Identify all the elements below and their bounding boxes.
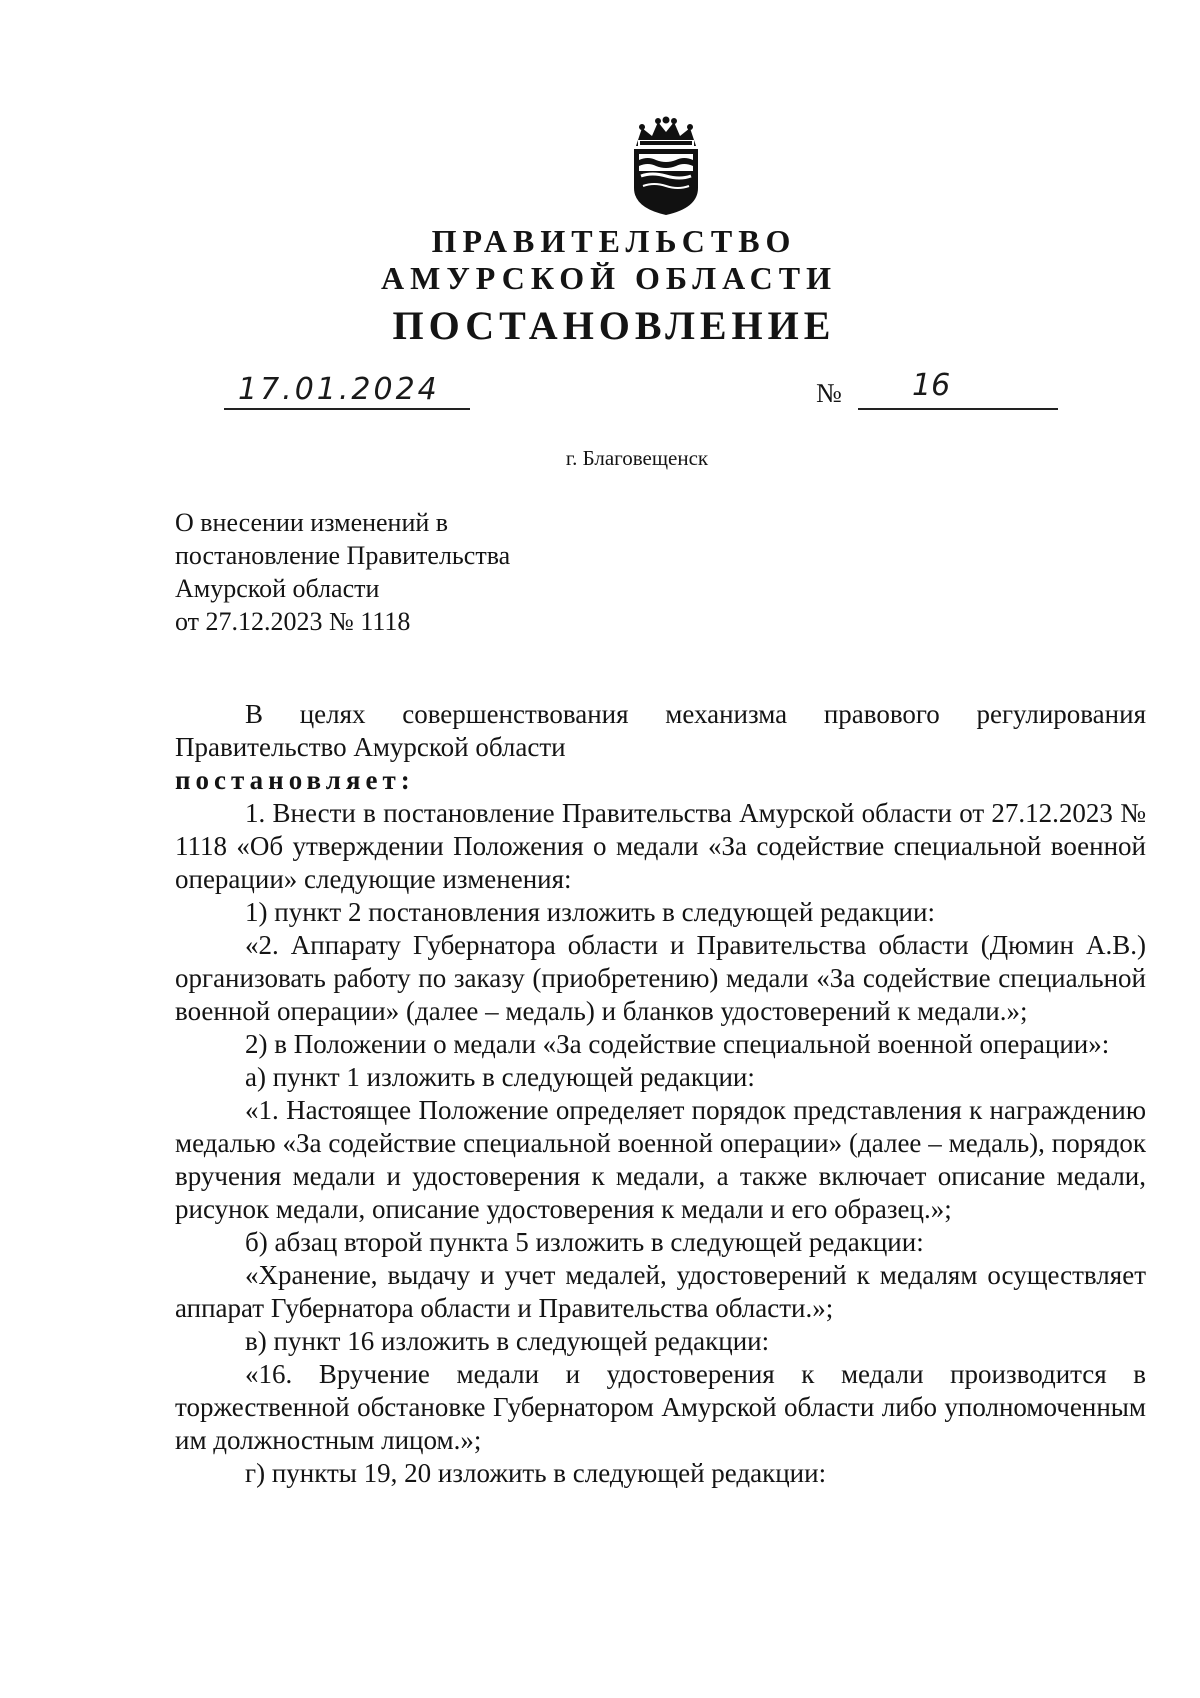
paragraph: «2. Аппарату Губернатора области и Правительства области (Дюмин А.В.) организовать работу по заказу (приобретению) медали «За содействие специальной военной операции» (далее – медаль) и бланков удостоверений к медали.»;	[175, 930, 1146, 1026]
paragraph: «1. Настоящее Положение определяет порядок представления к награждению медалью «За содействие специальной военной операции» (далее – медаль), порядок вручения медали и удостоверения к медали, а также включает описание медали, рисунок медали, описание удостоверения к медали и его образец.»;	[175, 1095, 1146, 1224]
paragraph: 1. Внести в постановление Правительства Амурской области от 27.12.2023 № 1118 «Об утверждении Положения о медали «За содействие специальной военной операции» следующие изменения:	[175, 798, 1146, 894]
paragraph: а) пункт 1 изложить в следующей редакции:	[245, 1062, 755, 1092]
resolves-word: постановляет:	[175, 765, 415, 795]
document-body	[175, 698, 1146, 1490]
subject-line: постановление Правительства	[175, 541, 511, 570]
paragraph-preamble: В целях совершенствования механизма правового регулирования Правительство Амурской области	[175, 699, 1146, 762]
subject-line: О внесении изменений в	[175, 508, 449, 537]
subject-line: от 27.12.2023 № 1118	[175, 607, 411, 636]
number-sign: №	[816, 378, 842, 408]
handwritten-number: 16	[912, 368, 951, 403]
header-government: ПРАВИТЕЛЬСТВО	[431, 223, 797, 259]
city-line: г. Благовещенск	[565, 446, 709, 470]
paragraph: в) пункт 16 изложить в следующей редакции:	[245, 1326, 770, 1356]
paragraph: г) пункты 19, 20 изложить в следующей редакции:	[245, 1458, 827, 1488]
paragraph: «Хранение, выдачу и учет медалей, удостоверений к медалям осуществляет аппарат Губернатора области и Правительства области.»;	[175, 1260, 1146, 1323]
paragraph: 1) пункт 2 постановления изложить в следующей редакции:	[245, 897, 935, 927]
date-underline	[224, 408, 470, 410]
number-underline	[858, 408, 1058, 410]
amur-oblast-coat-of-arms-icon	[628, 116, 704, 216]
paragraph: б) абзац второй пункта 5 изложить в следующей редакции:	[245, 1227, 924, 1257]
paragraph: 2) в Положении о медали «За содействие специальной военной операции»:	[245, 1029, 1110, 1059]
document-subject	[175, 506, 510, 638]
subject-line: Амурской области	[175, 574, 380, 603]
handwritten-date: 17.01.2024	[238, 372, 440, 407]
paragraph: «16. Вручение медали и удостоверения к медали производится в торжественной обстановке Губернатором Амурской области либо уполномоченным им должностным лицом.»;	[175, 1359, 1146, 1455]
header-region: АМУРСКОЙ ОБЛАСТИ	[381, 260, 837, 296]
document-type-title: ПОСТАНОВЛЕНИЕ	[392, 303, 836, 348]
